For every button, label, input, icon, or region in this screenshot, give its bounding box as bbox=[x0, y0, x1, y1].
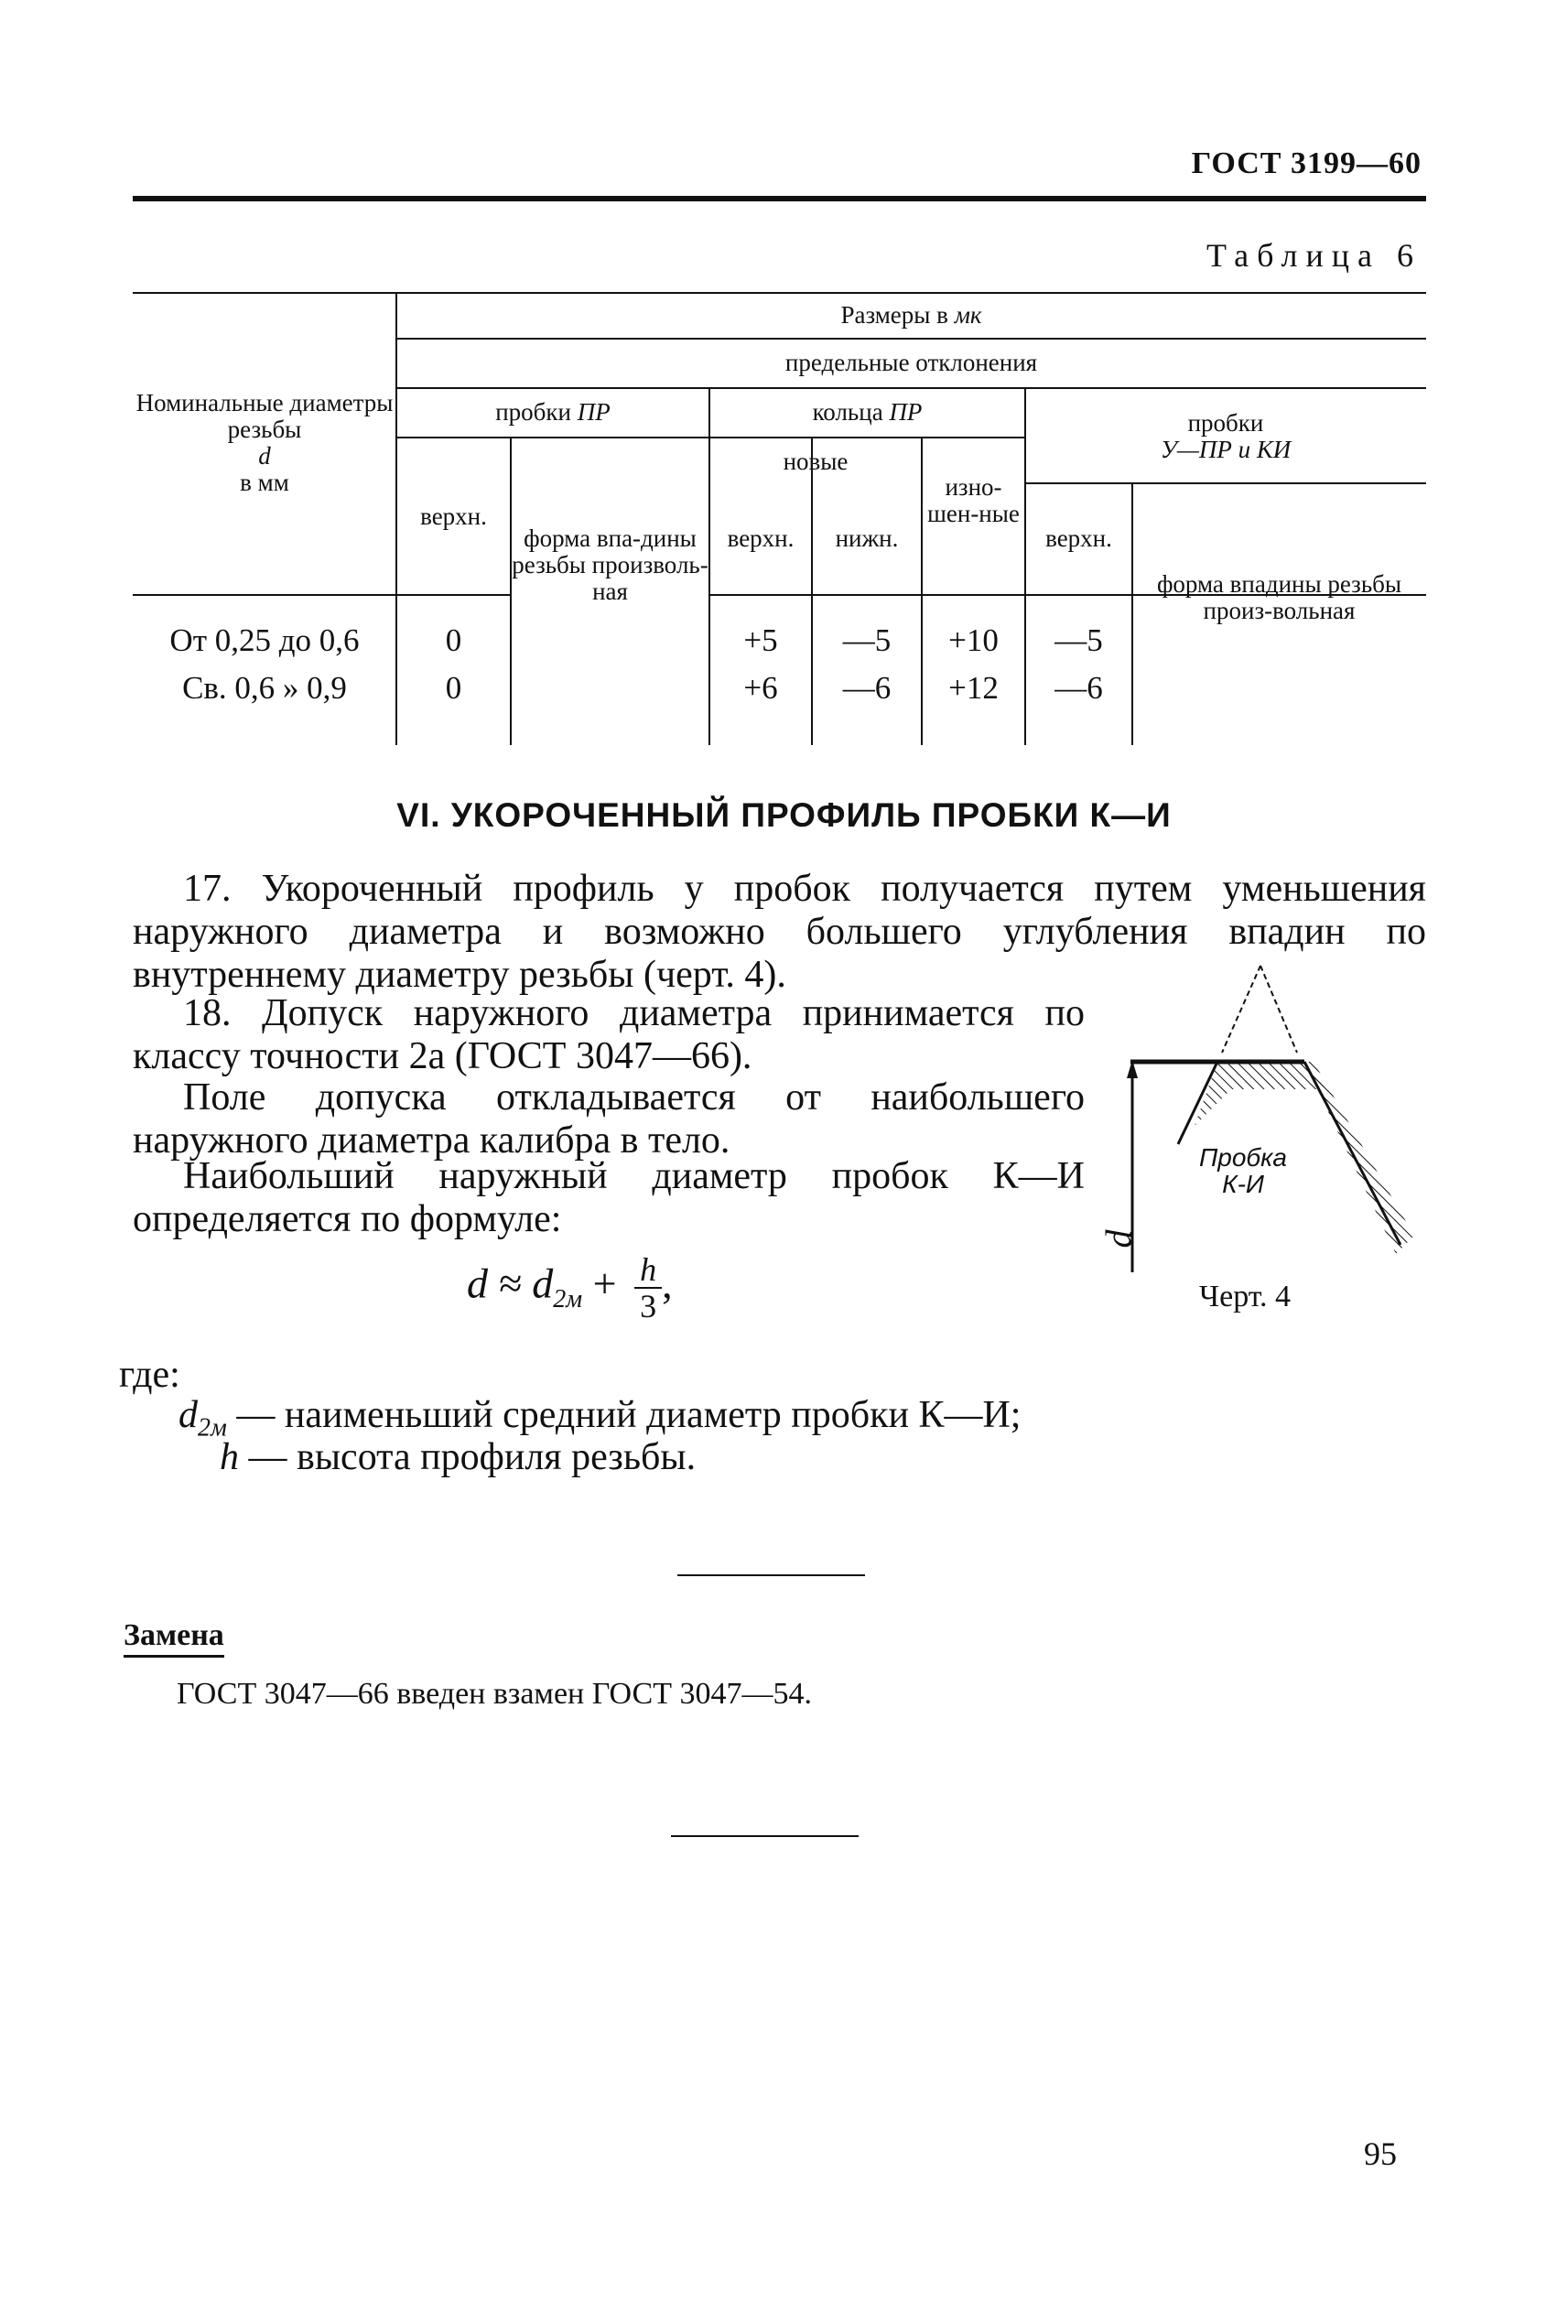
row-1-upr-upper: —5 bbox=[1054, 622, 1103, 658]
ring-pr-code: ПР bbox=[889, 398, 923, 426]
row-1-label: От 0,25 до 0,6 bbox=[169, 622, 360, 658]
formula-numerator: h bbox=[634, 1252, 662, 1289]
separator-rule-2 bbox=[671, 1835, 859, 1837]
truncated-profile-drawing bbox=[1094, 961, 1442, 1281]
formula bbox=[467, 1252, 673, 1324]
plug-upr-header bbox=[1025, 410, 1426, 463]
row-1-worn: +10 bbox=[948, 622, 999, 658]
row-header-text: Номинальные диаметры резьбы bbox=[135, 389, 394, 443]
ring-pr-text: кольца bbox=[812, 398, 883, 426]
row-2-new-lower: —6 bbox=[842, 670, 892, 706]
limits-header: предельные отклонения bbox=[784, 349, 1038, 376]
row-1-new-lower: —5 bbox=[842, 622, 892, 658]
header-rule bbox=[133, 196, 1426, 201]
formula-plus: + bbox=[592, 1259, 617, 1307]
row-2-label: Св. 0,6 » 0,9 bbox=[182, 670, 347, 706]
formula-lhs: d ≈ d bbox=[467, 1259, 554, 1307]
table-caption: Таблица 6 bbox=[1206, 237, 1422, 274]
plug-pr-text: пробки bbox=[495, 398, 571, 426]
formula-comma: , bbox=[662, 1259, 673, 1307]
d2m-symbol: d bbox=[178, 1394, 198, 1436]
d2m-subscript: 2м bbox=[198, 1413, 227, 1443]
d2m-text: — наименьший средний диаметр пробки К—И; bbox=[236, 1394, 1022, 1436]
row-2-upr-upper: —6 bbox=[1054, 670, 1103, 706]
new-upper-header: верхн. bbox=[727, 524, 795, 552]
h-symbol: h bbox=[220, 1436, 239, 1478]
units-unit: мк bbox=[954, 301, 982, 329]
paragraph-18: 18. Допуск наружного диаметра принимается по классу точности 2а (ГОСТ 3047—66). bbox=[133, 992, 1085, 1077]
formula-denominator: 3 bbox=[640, 1288, 657, 1324]
formula-sub: 2м bbox=[553, 1284, 583, 1313]
units-header bbox=[396, 302, 1426, 329]
plug-upr-text: пробки bbox=[1187, 409, 1264, 437]
worn-header: изно-шен-ные bbox=[927, 473, 1020, 527]
pr-form-header: форма впа-дины резьбы произволь-ная bbox=[512, 524, 708, 605]
paragraph-tolerance-field: Поле допуска откладывается от наибольшего наружного диаметра калибра в тело. bbox=[133, 1076, 1085, 1162]
plug-pr-code: ПР bbox=[577, 398, 611, 426]
separator-rule-1 bbox=[677, 1574, 865, 1576]
figure-4 bbox=[1094, 961, 1442, 1281]
replacement-text: ГОСТ 3047—66 введен взамен ГОСТ 3047—54. bbox=[177, 1677, 812, 1711]
row-2-new-upper: +6 bbox=[743, 670, 778, 706]
row-2-worn: +12 bbox=[948, 670, 999, 706]
figure-caption: Черт. 4 bbox=[1199, 1280, 1292, 1313]
hatch-top-icon bbox=[1195, 1062, 1325, 1126]
row-1-new-upper: +5 bbox=[743, 622, 778, 658]
paragraph-17: 17. Укороченный профиль у пробок получается путем уменьшения наружного диаметра и возможно большего углубления впадин по внутреннему диаметру резьбы (черт. 4). bbox=[133, 868, 1426, 996]
h-text: — высота профиля резьбы. bbox=[248, 1436, 697, 1478]
figure-label bbox=[1199, 1144, 1287, 1197]
plug-upr-code: У—ПР и КИ bbox=[1160, 436, 1292, 463]
figure-dimension-d: d bbox=[1098, 1229, 1140, 1248]
hatch-flank-icon bbox=[1304, 1062, 1414, 1254]
ring-pr-header bbox=[709, 399, 1025, 426]
page-number: 95 bbox=[1364, 2135, 1397, 2172]
pr-upper-header: верхн. bbox=[420, 503, 487, 530]
row-2-pr-upper: 0 bbox=[445, 670, 462, 706]
row-header-var: d bbox=[258, 442, 271, 470]
replacement-title: Замена bbox=[124, 1618, 224, 1658]
tolerance-table bbox=[133, 291, 1426, 745]
figure-label-line1: Пробка bbox=[1199, 1143, 1287, 1172]
new-lower-header: нижн. bbox=[835, 524, 899, 552]
new-header: новые bbox=[783, 448, 849, 475]
definition-h bbox=[220, 1435, 696, 1479]
upr-form-header: форма впадины резьбы произ-вольная bbox=[1156, 570, 1402, 624]
row-1-pr-upper: 0 bbox=[445, 622, 462, 658]
units-text: Размеры в bbox=[840, 301, 948, 329]
figure-label-line2: К-И bbox=[1222, 1170, 1264, 1198]
document-code: ГОСТ 3199—60 bbox=[1191, 146, 1422, 180]
plug-pr-header bbox=[396, 399, 709, 426]
row-header-unit: в мм bbox=[240, 469, 289, 496]
section-title: VI. УКОРОЧЕННЫЙ ПРОФИЛЬ ПРОБКИ К—И bbox=[396, 796, 1172, 834]
where-label: где: bbox=[119, 1354, 180, 1396]
formula-fraction bbox=[634, 1252, 662, 1324]
upr-upper-header: верхн. bbox=[1045, 524, 1112, 552]
row-header bbox=[133, 390, 396, 496]
paragraph-max-diameter: Наибольший наружный диаметр пробок К—И определяется по формуле: bbox=[133, 1155, 1085, 1240]
